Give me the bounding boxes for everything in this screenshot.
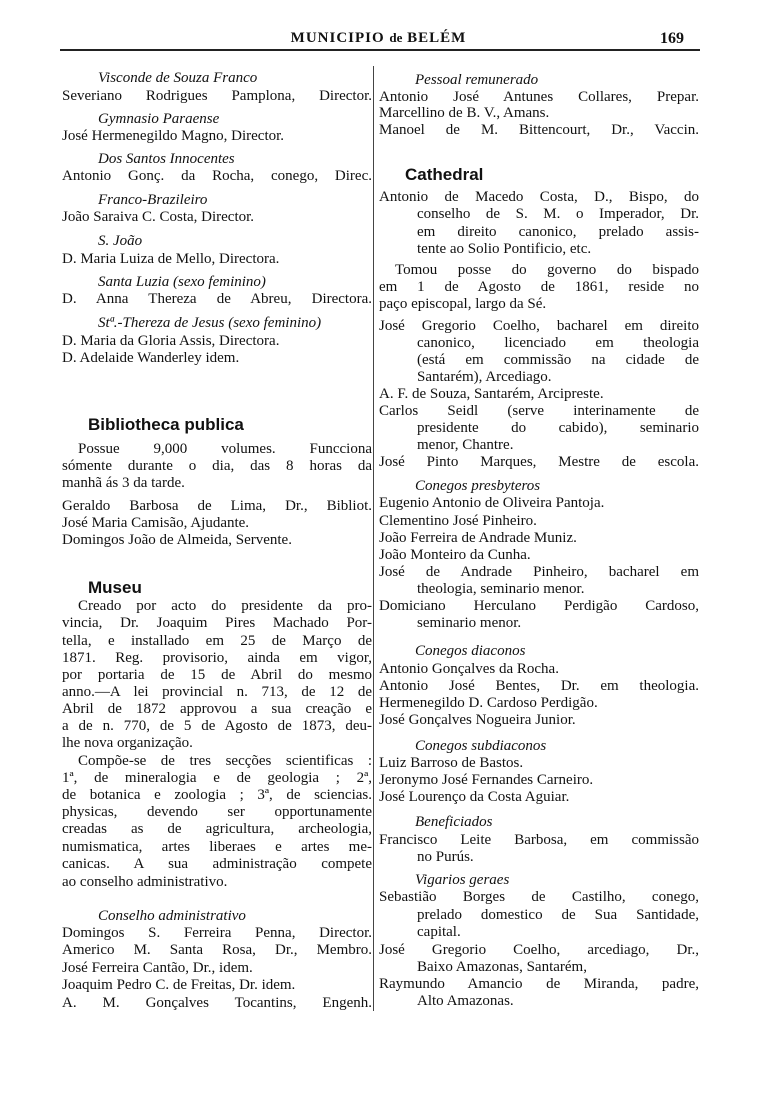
text-line: manhã ás 3 da tarde. [62,475,185,491]
text-line: Creado por acto do presidente da pro- [78,598,372,614]
text-line: D. Maria da Gloria Assis, Directora. [62,333,280,349]
text-line: canicas. A sua administração compete [62,856,372,872]
text-line: de botanica e zoologia ; 3ª, de sciencias. [62,787,372,803]
text-line: A. F. de Souza, Santarém, Arcipreste. [379,386,604,402]
subheading: Franco-Brazileiro [98,192,208,208]
text-line: capital. [417,924,461,940]
text-line: em 1 de Agosto de 1861, reside no [379,279,699,295]
text-line: Compõe-se de tres secções scientificas : [78,753,372,769]
section-heading: Bibliotheca publica [88,415,244,434]
text-line: a de n. 770, de 5 de Agosto de 1873, deu- [62,718,372,734]
text-line: tente ao Solio Pontificio, etc. [417,241,592,257]
text-line: João Ferreira de Andrade Muniz. [379,530,577,546]
text-line: vincia, Dr. Joaquim Pires Machado Por- [62,615,372,631]
column-divider [373,66,374,1011]
header-rule [60,49,700,51]
text-line: Possue 9,000 volumes. Funcciona [78,441,372,457]
subheading: Dos Santos Innocentes [98,151,235,167]
text-line: no Purús. [417,849,474,865]
text-line: Antonio Gonç. da Rocha, conego, Direc. [62,168,372,184]
text-line: prelado domestico de Sua Santidade, [417,907,699,923]
text-line: sómente durante o dia, das 8 horas da [62,458,372,474]
text-line: Alto Amazonas. [417,993,514,1009]
text-line: José Gonçalves Nogueira Junior. [379,712,576,728]
text-line: 1ª, de mineralogia e de geologia ; 2ª, [62,770,372,786]
section-heading: Cathedral [405,165,484,184]
text-line: Baixo Amazonas, Santarém, [417,959,587,975]
text-line: theologia, seminario menor. [417,581,585,597]
text-line: Antonio de Macedo Costa, D., Bispo, do [379,189,699,205]
text-line: José Gregorio Coelho, bacharel em direito [379,318,699,334]
text-line: Manoel de M. Bittencourt, Dr., Vaccin. [379,122,699,138]
text-line: numismatica, artes liberaes e artes me- [62,839,372,855]
text-line: João Saraiva C. Costa, Director. [62,209,255,225]
text-line: tella, e installado em 25 de Março de [62,633,372,649]
text-line: Antonio Gonçalves da Rocha. [379,661,559,677]
subheading: Vigarios geraes [415,872,510,888]
text-line: lhe nova organização. [62,735,193,751]
text-line: por portaria de 15 de Abril do mesmo [62,667,372,683]
page-number: 169 [660,30,684,47]
text-line: Francisco Leite Barbosa, em commissão [379,832,699,848]
text-line: José Lourenço da Costa Aguiar. [379,789,570,805]
text-line: seminario menor. [417,615,522,631]
text-line: Carlos Seidl (serve interinamente de [379,403,699,419]
text-line: Luiz Barroso de Bastos. [379,755,524,771]
text-line: ao conselho administrativo. [62,874,228,890]
subheading: Conegos diaconos [415,643,526,659]
text-line: Severiano Rodrigues Pamplona, Director. [62,88,372,104]
text-line: Santarém), Arcediago. [417,369,552,385]
text-line: Sebastião Borges de Castilho, conego, [379,889,699,905]
text-line: em direito canonico, prelado assis- [417,224,699,240]
text-line: Jeronymo José Fernandes Carneiro. [379,772,594,788]
text-line: A. M. Gonçalves Tocantins, Engenh. [62,995,372,1011]
title-city: BELÉM [407,30,467,46]
text-line: José Ferreira Cantão, Dr., idem. [62,960,253,976]
text-line: paço episcopal, largo da Sé. [379,296,547,312]
text-line: José Hermenegildo Magno, Director. [62,128,285,144]
text-line: canonico, licenciado em theologia [417,335,699,351]
text-line: Hermenegildo D. Cardoso Perdigão. [379,695,598,711]
subheading: Stª.-Thereza de Jesus (sexo feminino) [98,315,322,331]
subheading: Visconde de Souza Franco [98,70,258,86]
subheading: Pessoal remunerado [415,72,539,88]
text-line: Marcellino de B. V., Amans. [379,105,550,121]
text-line: D. Adelaide Wanderley idem. [62,350,240,366]
text-line: Geraldo Barbosa de Lima, Dr., Bibliot. [62,498,372,514]
subheading: Santa Luzia (sexo feminino) [98,274,266,290]
text-line: conselho de S. M. o Imperador, Dr. [417,206,699,222]
subheading: Beneficiados [415,814,493,830]
running-title [0,30,757,47]
text-line: José de Andrade Pinheiro, bacharel em [379,564,699,580]
text-line: José Gregorio Coelho, arcediago, Dr., [379,942,699,958]
text-line: Raymundo Amancio de Miranda, padre, [379,976,699,992]
text-line: Domiciano Herculano Perdigão Cardoso, [379,598,699,614]
subheading: Conselho administrativo [98,908,246,924]
text-line: Domingos S. Ferreira Penna, Director. [62,925,372,941]
text-line: Americo M. Santa Rosa, Dr., Membro. [62,942,372,958]
text-line: Clementino José Pinheiro. [379,513,537,529]
section-heading: Museu [88,578,142,597]
text-line: Tomou posse do governo do bispado [395,262,699,278]
text-line: José Maria Camisão, Ajudante. [62,515,250,531]
text-line: Domingos João de Almeida, Servente. [62,532,292,548]
text-line: Antonio José Antunes Collares, Prepar. [379,89,699,105]
text-line: menor, Chantre. [417,437,514,453]
text-line: D. Anna Thereza de Abreu, Directora. [62,291,372,307]
subheading: Gymnasio Paraense [98,111,220,127]
text-line: physicas, devendo ser opportunamente [62,804,372,820]
text-line: 1871. Reg. provisorio, ainda em vigor, [62,650,372,666]
subheading: Conegos subdiaconos [415,738,547,754]
title-de: de [389,30,403,45]
text-line: D. Maria Luiza de Mello, Directora. [62,251,280,267]
text-line: creadas as de agricultura, archeologia, [62,821,372,837]
title-main: MUNICIPIO [290,30,385,46]
text-line: Antonio José Bentes, Dr. em theologia. [379,678,699,694]
text-line: Joaquim Pedro C. de Freitas, Dr. idem. [62,977,296,993]
text-line: (está em commissão na cidade de [417,352,699,368]
subheading: Conegos presbyteros [415,478,541,494]
text-line: anno.—A lei provincial n. 713, de 12 de [62,684,372,700]
text-line: João Monteiro da Cunha. [379,547,531,563]
text-line: Abril de 1872 approvou a sua creação e [62,701,372,717]
text-line: Eugenio Antonio de Oliveira Pantoja. [379,495,605,511]
text-line: José Pinto Marques, Mestre de escola. [379,454,699,470]
subheading: S. João [98,233,143,249]
text-line: presidente do cabido), seminario [417,420,699,436]
